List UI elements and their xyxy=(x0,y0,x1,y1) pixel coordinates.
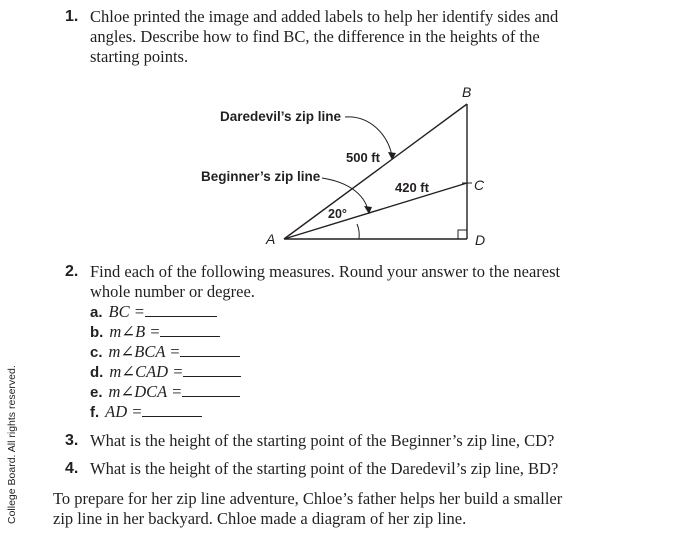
item-label: d. xyxy=(90,364,104,381)
closing-line: zip line in her backyard. Chloe made a diagram of her zip line. xyxy=(53,509,467,528)
angle-20-label: 20° xyxy=(328,207,347,221)
item-label: e. xyxy=(90,384,103,401)
q2-item-f xyxy=(90,402,202,423)
answer-blank[interactable] xyxy=(182,382,240,397)
point-a-label: A xyxy=(266,231,276,247)
right-angle-marker xyxy=(458,230,467,239)
item-label: b. xyxy=(90,324,104,341)
item-expression: AD = xyxy=(105,402,143,421)
q2-text xyxy=(90,262,560,302)
item-label: f. xyxy=(90,404,100,421)
q2-number: 2. xyxy=(65,263,79,280)
daredevil-label: Daredevil’s zip line xyxy=(220,109,342,124)
q2-line: whole number or degree. xyxy=(90,282,255,301)
beginner-line-ac xyxy=(284,183,467,239)
q1-number: 1. xyxy=(65,8,79,25)
item-expression: m∠B = xyxy=(109,322,161,341)
closing-line: To prepare for her zip line adventure, Chloe’s father helps her build a smaller xyxy=(53,489,563,508)
q3-number: 3. xyxy=(65,432,79,449)
answer-blank[interactable] xyxy=(145,302,217,317)
point-b-label: B xyxy=(462,84,472,100)
answer-blank[interactable] xyxy=(142,402,202,417)
item-expression: BC = xyxy=(108,302,145,321)
q2-item-a xyxy=(90,302,217,323)
q2-item-b xyxy=(90,322,220,343)
q2-line: Find each of the following measures. Round your answer to the nearest xyxy=(90,262,561,281)
q2-item-d xyxy=(90,362,241,383)
angle-arc xyxy=(357,224,359,239)
item-label: c. xyxy=(90,344,103,361)
q4-text: What is the height of the starting point of the Daredevil’s zip line, BD? xyxy=(90,459,559,478)
point-c-label: C xyxy=(474,177,485,193)
item-expression: m∠CAD = xyxy=(109,362,184,381)
answer-blank[interactable] xyxy=(180,342,240,357)
item-expression: m∠BCA = xyxy=(108,342,181,361)
item-label: a. xyxy=(90,304,103,321)
point-d-label: D xyxy=(475,232,486,248)
beginner-label: Beginner’s zip line xyxy=(201,169,321,184)
q1-line: angles. Describe how to find BC, the difference in the heights of the xyxy=(90,27,540,46)
zip-line-diagram xyxy=(0,0,685,260)
length-500-label: 500 ft xyxy=(346,150,380,165)
q1-line: Chloe printed the image and added labels to help her identify sides and xyxy=(90,7,559,26)
answer-blank[interactable] xyxy=(183,362,241,377)
item-expression: m∠DCA = xyxy=(108,382,183,401)
closing-paragraph xyxy=(53,489,562,529)
q3-text: What is the height of the starting point of the Beginner’s zip line, CD? xyxy=(90,431,555,450)
q2-item-e xyxy=(90,382,240,403)
q4-number: 4. xyxy=(65,460,79,477)
q1-line: starting points. xyxy=(90,47,189,66)
copyright-notice: College Board. All rights reserved. xyxy=(6,365,18,524)
q2-item-c xyxy=(90,342,240,363)
length-420-label: 420 ft xyxy=(395,180,429,195)
answer-blank[interactable] xyxy=(160,322,220,337)
daredevil-arrowhead xyxy=(388,152,396,160)
